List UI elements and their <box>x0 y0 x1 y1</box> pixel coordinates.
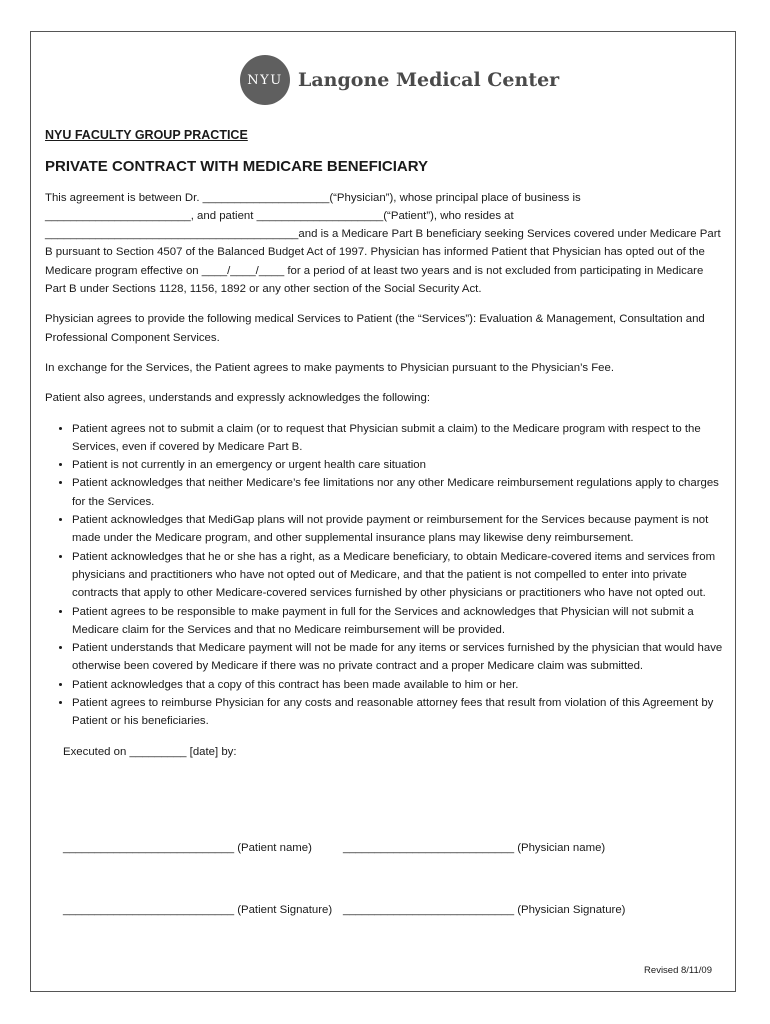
physician-signature-field[interactable]: ___________________________ (Physician Signature) <box>343 904 626 916</box>
logo <box>240 55 559 105</box>
logo-badge-text: NYU <box>247 72 283 88</box>
nyu-badge-logo <box>240 55 290 105</box>
list-item: • Patient is not currently in an emergency or urgent health care situation <box>72 456 725 474</box>
physician-name-field[interactable]: ___________________________ (Physician name) <box>343 842 606 854</box>
section-label: NYU FACULTY GROUP PRACTICE <box>45 128 248 142</box>
document-body <box>45 126 725 761</box>
list-item: • Patient agrees to reimburse Physician for any costs and reasonable attorney fees that result from violation of this Agreement by Patient or his beneficiaries. <box>72 694 725 731</box>
acknowledge-paragraph: Patient also agrees, understands and expressly acknowledges the following: <box>45 392 430 405</box>
patient-name-field[interactable]: ___________________________ (Patient name) <box>63 842 312 854</box>
signature-row-names <box>63 842 606 854</box>
list-item: • Patient acknowledges that neither Medicare’s fee limitations nor any other Medicare reimbursement regulations apply to charges for the Services. <box>72 474 725 511</box>
list-item: • Patient acknowledges that a copy of this contract has been made available to him or her. <box>72 676 725 694</box>
executed-line: Executed on _________ [date] by: <box>63 745 237 758</box>
list-item: • Patient understands that Medicare payment will not be made for any items or services furnished by the physician that would have otherwise been covered by Medicare if there was no private contract and a proper Medicare claim was submitted. <box>72 639 725 676</box>
patient-signature-field[interactable]: ___________________________ (Patient Signature) <box>63 904 333 916</box>
exchange-paragraph: In exchange for the Services, the Patient agrees to make payments to Physician pursuant to the Physician’s Fee. <box>45 361 615 374</box>
list-item: • Patient acknowledges that MediGap plans will not provide payment or reimbursement for the Services because payment is not made under the Medicare program, and other supplemental insurance plans may likewise deny reimbursement. <box>72 511 725 548</box>
revised-date: Revised 8/11/09 <box>644 965 712 976</box>
services-paragraph: Physician agrees to provide the following medical Services to Patient (the “Services”): Evaluation & Management, Consultation and Professional Component Services. <box>45 313 705 344</box>
page-title: PRIVATE CONTRACT WITH MEDICARE BENEFICIARY <box>45 158 429 176</box>
signature-row-signatures <box>63 904 626 916</box>
logo-name: Langone Medical Center <box>298 69 560 91</box>
intro-paragraph: This agreement is between Dr. ____________________(“Physician”), whose principal place of business is _______________________, and patient ____________________(“Patient”), who resides at ________________________________________and is a Medicare Part B beneficiary seeking Services covered under Medicare Part B pursuant to Section 4507 of the Balanced Budget Act of 1997. Physician has informed Patient that Physician has opted out of the Medicare program effective on ____/____/____ for a period of at least two years and is not excluded from participating in Medicare Part B under Sections 1128, 1156, 1892 or any other section of the Social Security Act. <box>45 191 721 296</box>
acknowledgement-list <box>45 420 725 731</box>
list-item: • Patient acknowledges that he or she has a right, as a Medicare beneficiary, to obtain Medicare-covered items and services from physicians and practitioners who have not opted out of Medicare, and that the patient is not compelled to enter into private contracts that apply to other Medicare-covered services furnished by other physicians or practitioners who have not opted out. <box>72 548 725 603</box>
list-item: • Patient agrees to be responsible to make payment in full for the Services and acknowledges that Physician will not submit a Medicare claim for the Services and that no Medicare reimbursement will be provided. <box>72 603 725 640</box>
list-item: • Patient agrees not to submit a claim (or to request that Physician submit a claim) to the Medicare program with respect to the Services, even if covered by Medicare Part B. <box>72 420 725 457</box>
